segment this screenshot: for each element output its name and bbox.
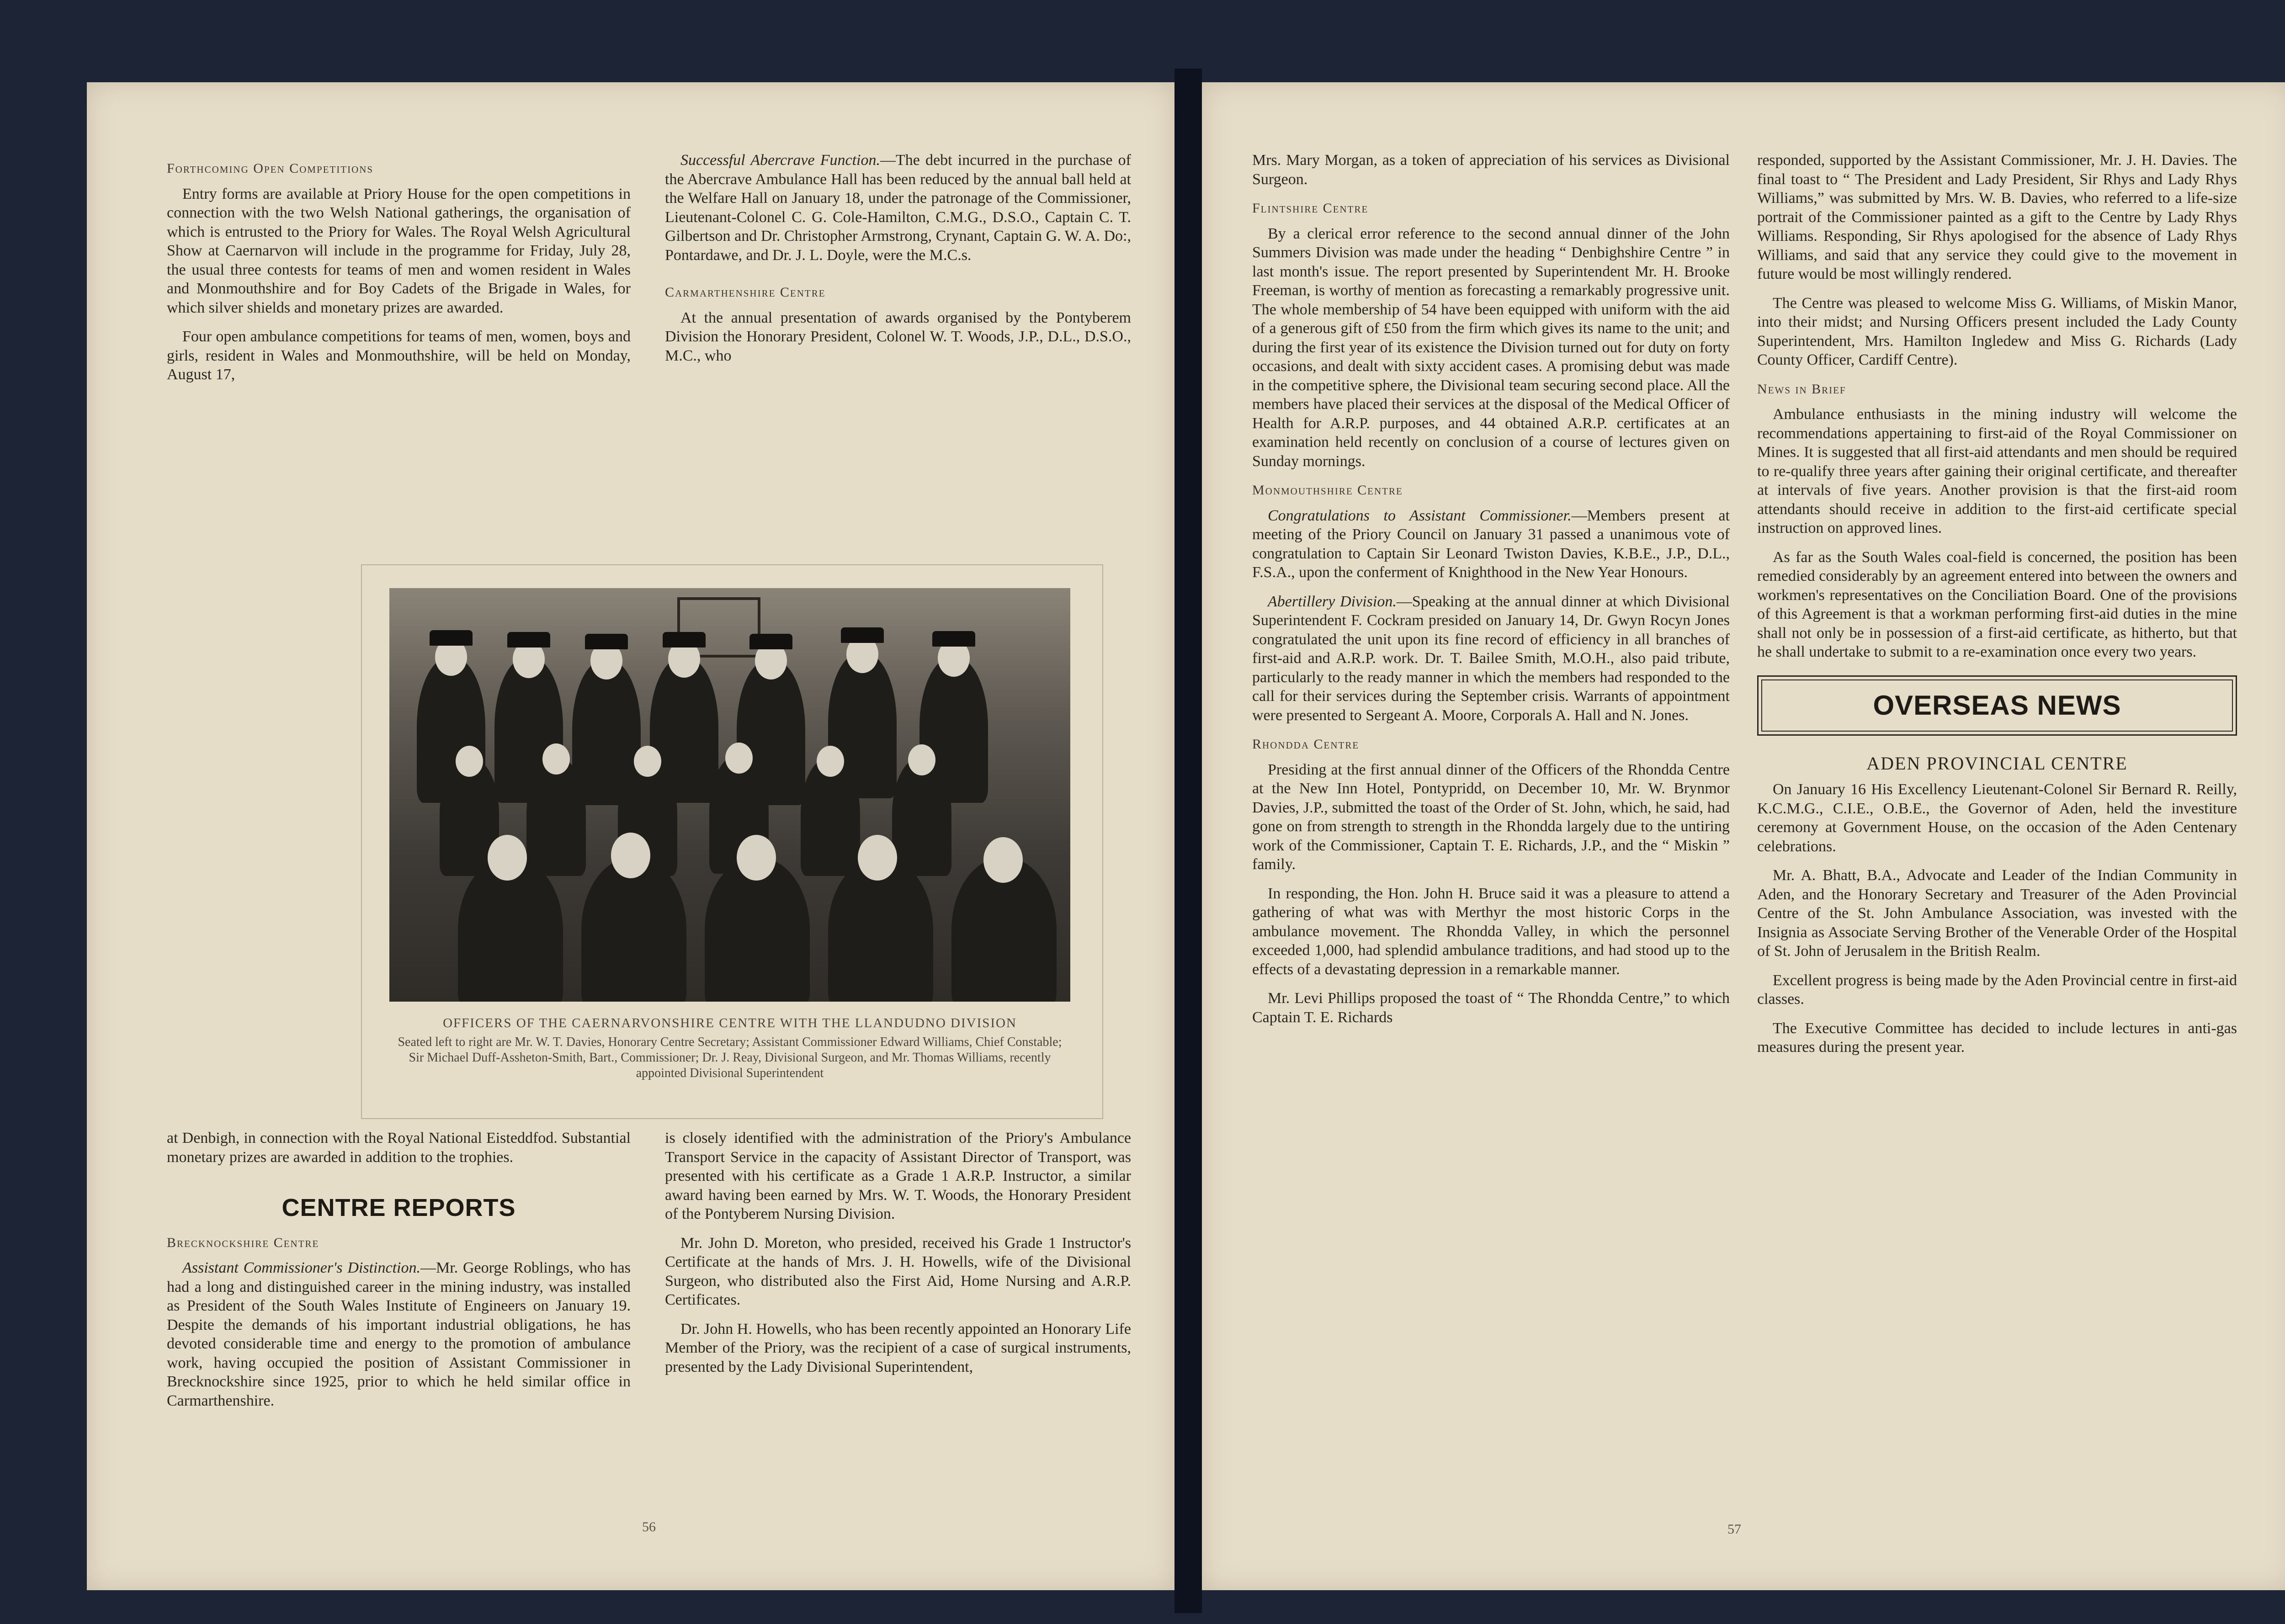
- paragraph: As far as the South Wales coal-field is concerned, the position has been remedied considerably by an agreement entered into between the owners and workmen's representatives on the Conciliation Board. One of the provisions of this Agreement is that a workman performing first-aid duties in the mine shall not only be in possession of a first-aid certificate, as hitherto, but that he shall undertake to submit to a re-examination once every two years.: [1757, 548, 2237, 660]
- paragraph: Mr. A. Bhatt, B.A., Advocate and Leader of the Indian Community in Aden, and the Honorary Secretary and Treasurer of the Aden Provincial Centre of the St. John Ambulance Association, was invested with the Insignia as Associate Serving Brother of the Venerable Order of the Hospital of St. John of Jerusalem in the British Realm.: [1757, 867, 2237, 960]
- group-photograph: [389, 588, 1070, 1002]
- section-heading: Carmarthenshire Centre: [665, 285, 826, 300]
- photo-caption: [389, 1015, 1070, 1081]
- paragraph: Ambulance enthusiasts in the mining industry will welcome the recommendations appertaining to first-aid of the Royal Commissioner on Mines. It is suggested that all first-aid attendants and men should be required to re-qualify three years after gaining their original certificate, and thereafter at intervals of five years. Another provision is that the first-aid room attendants should receive in addition to the first-aid certificate special instruction on approved lines.: [1757, 406, 2237, 536]
- photo-figure-head: [858, 835, 897, 881]
- centre-reports-heading: CENTRE REPORTS: [282, 1194, 516, 1221]
- paragraph: [167, 1258, 631, 1410]
- photo-figure-cap: [663, 632, 706, 647]
- section-heading: Monmouthshire Centre: [1252, 483, 1403, 498]
- paragraph: [1252, 506, 1730, 582]
- photo-figure-head: [737, 835, 776, 881]
- photo-figure-head: [542, 743, 570, 775]
- photo-figure-head: [983, 837, 1023, 883]
- book-spine: [1174, 69, 1202, 1613]
- left-col1-top: [167, 151, 631, 394]
- overseas-news-banner: [1757, 675, 2237, 736]
- paragraph: Mr. John D. Moreton, who presided, received his Grade 1 Instructor's Certificate at the hands of Mrs. J. H. Howells, wife of the Divisional Surgeon, who distributed also the First Aid, Home Nursing and A.R.P. Certificates.: [665, 1234, 1131, 1308]
- right-page: [1202, 82, 2285, 1590]
- left-col1-bottom: [167, 1129, 631, 1420]
- right-col2: [1757, 151, 2237, 1067]
- paragraph: Four open ambulance competitions for teams of men, women, boys and girls, resident in Wales and Monmouthshire, will be held on Monday, August 17,: [167, 328, 631, 383]
- photo-figure-person: [581, 858, 686, 1002]
- paragraph: Mr. Levi Phillips proposed the toast of “ The Rhondda Centre,” to which Captain T. E. Richards: [1252, 990, 1730, 1026]
- paragraph: By a clerical error reference to the second annual dinner of the John Summers Division was made under the heading “ Denbighshire Centre ” in last month's issue. The report presented by Superintendent Mr. H. Brooke Freeman, is worthy of mention as forecasting a remarkably progressive unit. The whole membership of 54 have been equipped with uniform with the aid of a generous gift of £50 from the firm which gives its name to the unit; and during the first year of its existence the Division turned out for duty on forty occasions, and dealt with sixty accident cases. A promising debut was made in the competitive sphere, the Divisional team securing second place. All the members have placed their services at the disposal of the Medical Officer of Health for A.R.P. purposes, and 44 obtained A.R.P. certificates at an examination held recently on conclusion of a course of lectures given on Sunday mornings.: [1252, 225, 1730, 470]
- photo-figure-cap: [507, 632, 550, 647]
- left-page: [87, 82, 1174, 1590]
- paragraph: at Denbigh, in connection with the Royal National Eisteddfod. Substantial monetary prizes are awarded in addition to the trophies.: [167, 1130, 631, 1166]
- section-heading: Forthcoming Open Competitions: [167, 161, 374, 176]
- paragraph: [1252, 592, 1730, 725]
- left-col2-top: [665, 151, 1131, 375]
- photo-figure-head: [456, 746, 483, 777]
- photo-figure-head: [634, 746, 661, 777]
- paragraph-lead: Successful Abercrave Function.: [680, 152, 880, 169]
- paragraph-body: —Mr. George Roblings, who has had a long and distinguished career in the mining industry, was installed as President of the South Wales Institute of Engineers on January 19. Despite the demands of his important industrial obligations, he has devoted considerable time and energy to the promotion of ambulance work, having occupied the position of Assistant Commissioner in Brecknockshire since 1925, prior to which he held similar office in Carmarthenshire.: [167, 1259, 631, 1409]
- paragraph-lead: Assistant Commissioner's Distinction.: [182, 1259, 420, 1276]
- paragraph: Entry forms are available at Priory House for the open competitions in connection with the two Welsh National gatherings, the organisation of which is entrusted to the Priory for Wales. The Royal Welsh Agricultural Show at Caernarvon will include in the programme for Friday, July 28, the usual three contests for teams of men and women resident in Wales and Monmouthshire and for Boy Cadets of the Brigade in Wales, for which silver shields and monetary prizes are awarded.: [167, 185, 631, 316]
- photo-figure-head: [817, 746, 844, 777]
- section-heading: Rhondda Centre: [1252, 737, 1360, 752]
- section-heading: Brecknockshire Centre: [167, 1235, 319, 1250]
- paragraph: is closely identified with the administration of the Priory's Ambulance Transport Service in the capacity of Assistant Director of Transport, was presented with his certificate as a Grade 1 A.R.P. Instructor, a similar award having been earned by Mrs. W. T. Woods, the Honorary President of the Pontyberem Nursing Division.: [665, 1130, 1131, 1222]
- paragraph: Excellent progress is being made by the Aden Provincial centre in first-aid classes.: [1757, 971, 2237, 1008]
- photo-figure-cap: [430, 630, 473, 646]
- paragraph: The Centre was pleased to welcome Miss G. Williams, of Miskin Manor, into their midst; and Nursing Officers present included the Lady County Superintendent, Mrs. Hamilton Ingledew and Miss G. Richards (Lady County Officer, Cardiff Centre).: [1757, 294, 2237, 368]
- page-number: 57: [1727, 1522, 1741, 1537]
- paragraph: Presiding at the first annual dinner of the Officers of the Rhondda Centre at the New Inn Hotel, Pontypridd, on December 10, Mr. W. Brynmor Davies, J.P., submitted the toast of the Order of St. John, which, he said, had gone on from strength to strength in the Rhondda largely due to the untiring work of the Commissioner, Captain T. E. Richards, J.P., and the “ Miskin ” family.: [1252, 761, 1730, 873]
- paragraph-body: —The debt incurred in the purchase of the Abercrave Ambulance Hall has been reduced by the annual ball held at the Welfare Hall on January 18, under the patronage of the Commissioner, Lieutenant-Colonel C. G. Cole-Hamilton, C.M.G., D.S.O., Captain C. T. Gilbertson and Dr. Christopher Armstrong, Crynant, Captain G. W. A. Do:, Pontardawe, and Dr. J. L. Doyle, were the M.C.s.: [665, 152, 1131, 264]
- caption-text: Seated left to right are Mr. W. T. Davies, Honorary Centre Secretary; Assistant Commissioner Edward Williams, Chief Constable; Sir Michael Duff-Assheton-Smith, Bart., Commissioner; Dr. J. Reay, Divisional Surgeon, and Mr. Thomas Williams, recently appointed Divisional Superintendent: [398, 1035, 1062, 1080]
- page-number: 56: [642, 1519, 656, 1534]
- paragraph-body: —Speaking at the annual dinner at which Divisional Superintendent F. Cockram presided on January 14, Dr. Gwyn Rocyn Jones congratulated the unit upon its fine record of efficiency in all branches of first-aid and A.R.P. work. Dr. T. Bailee Smith, M.O.H., also paid tribute, particularly to the ready manner in which the members had responded to the call for their services during the September crisis. Warrants of appointment were presented to Sergeant A. Moore, Corporals A. Hall and N. Jones.: [1252, 593, 1730, 724]
- paragraph: At the annual presentation of awards organised by the Pontyberem Division the Honorary President, Colonel W. T. Woods, J.P., D.L., D.S.O., M.C., who: [665, 309, 1131, 364]
- paragraph: [665, 151, 1131, 265]
- paragraph-body: —Members present at meeting of the Priory Council on January 31 passed a unanimous vote of congratulation to Captain Sir Leonard Twiston Davies, K.B.E., J.P., D.L., F.S.A., upon the conferment of Knighthood in the New Year Honours.: [1252, 507, 1730, 581]
- paragraph: In responding, the Hon. John H. Bruce said it was a pleasure to attend a gathering of what was with Merthyr the most historic Corps in the ambulance movement. The Rhondda Valley, in which the personnel exceeded 1,000, had splendid ambulance traditions, and had stood up to the effects of a devastating depression in a remarkable manner.: [1252, 885, 1730, 978]
- photo-figure-cap: [749, 634, 792, 649]
- photo-figure-head: [725, 743, 753, 774]
- left-col2-bottom: [665, 1129, 1131, 1386]
- paragraph: responded, supported by the Assistant Commissioner, Mr. J. H. Davies. The final toast to “ The President and Lady President, Sir Rhys and Lady Rhys Williams,” was submitted by Mrs. W. B. Davies, who referred to a life-size portrait of the Commissioner painted as a gift to the Centre by Lady Rhys Williams. Responding, Sir Rhys apologised for the absence of Lady Rhys Williams, and said that any service they could give to the movement in future would be most willingly rendered.: [1757, 152, 2237, 282]
- paragraph: The Executive Committee has decided to include lectures in anti-gas measures during the present year.: [1757, 1019, 2237, 1056]
- right-col1: [1252, 151, 1730, 1037]
- photo-figure-head: [611, 833, 650, 878]
- section-heading: News in Brief: [1757, 381, 1846, 397]
- section-heading: Flintshire Centre: [1252, 201, 1369, 216]
- photo-figure-head: [488, 835, 527, 881]
- caption-title: OFFICERS OF THE CAERNARVONSHIRE CENTRE WITH THE LLANDUDNO DIVISION: [443, 1016, 1017, 1030]
- section-heading: ADEN PROVINCIAL CENTRE: [1866, 753, 2128, 774]
- paragraph: Dr. John H. Howells, who has been recently appointed an Honorary Life Member of the Priory, was the recipient of a case of surgical instruments, presented by the Lady Divisional Superintendent,: [665, 1320, 1131, 1375]
- paragraph: On January 16 His Excellency Lieutenant-Colonel Sir Bernard R. Reilly, K.C.M.G., C.I.E., O.B.E., the Governor of Aden, held the investiture ceremony at Government House, on the occasion of the Aden Centenary celebrations.: [1757, 781, 2237, 855]
- paragraph-lead: Congratulations to Assistant Commissioner.: [1268, 507, 1572, 524]
- photo-figure: [361, 564, 1103, 1119]
- photo-figure-cap: [585, 634, 628, 649]
- photo-figure-cap: [841, 627, 884, 643]
- photo-figure-head: [908, 744, 935, 775]
- overseas-news-title: OVERSEAS NEWS: [1761, 679, 2233, 732]
- photo-figure-person: [526, 757, 586, 876]
- photo-figure-cap: [932, 631, 975, 647]
- paragraph: Mrs. Mary Morgan, as a token of appreciation of his services as Divisional Surgeon.: [1252, 152, 1730, 188]
- paragraph-lead: Abertillery Division.: [1268, 593, 1397, 610]
